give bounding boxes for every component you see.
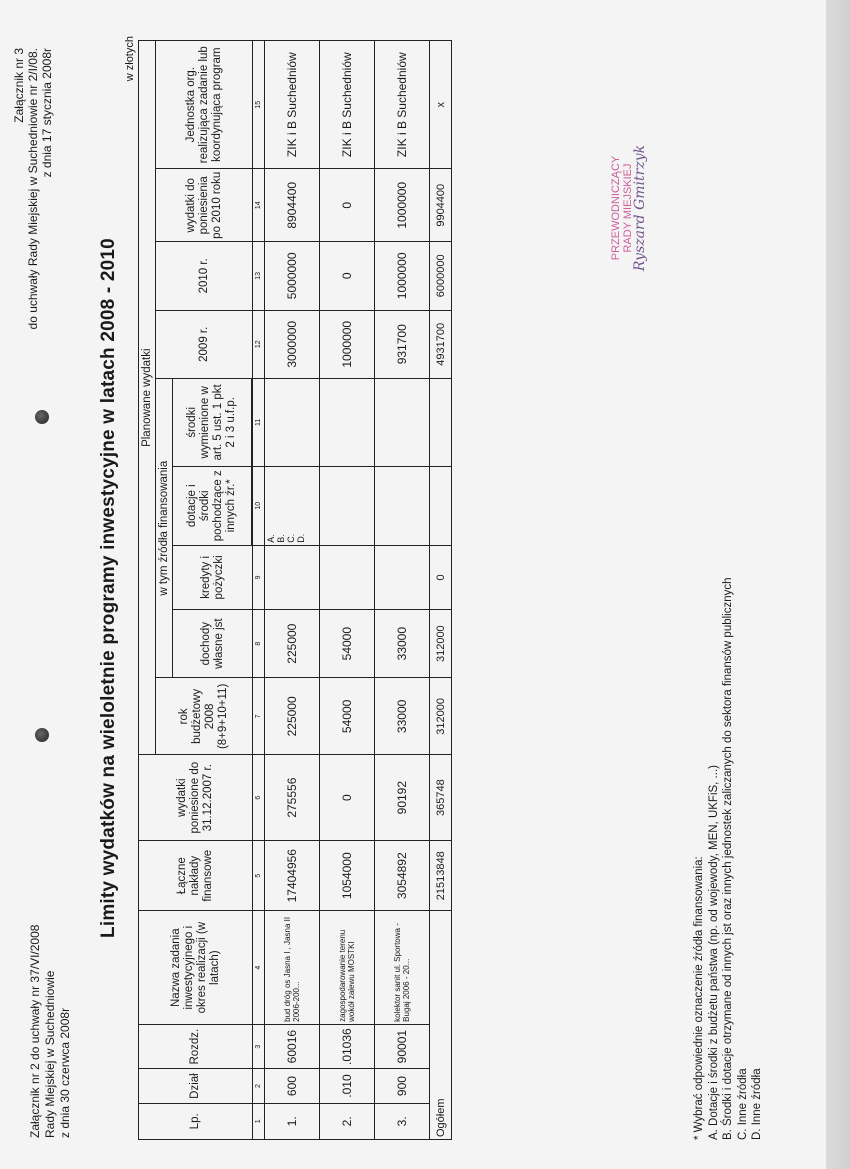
- cell-laczne: 3054892: [375, 840, 430, 911]
- column-number: 2: [253, 1069, 265, 1103]
- cell-dotacje: [320, 466, 375, 545]
- footnote-line: B. Środki i dotacje otrzymane od innych jst oraz innych jednostek zaliczanych do sektora finansów publicznych: [722, 577, 734, 1140]
- total-2010: 6000000: [430, 242, 452, 310]
- column-number: 4: [253, 911, 265, 1024]
- cell-rok: 225000: [265, 678, 320, 755]
- cell-po2010: 0: [320, 169, 375, 242]
- footnotes: [692, 577, 765, 1140]
- column-number: 11: [253, 378, 265, 466]
- total-po2010: 9904400: [430, 169, 452, 242]
- column-number: 12: [253, 310, 265, 378]
- column-number: 3: [253, 1024, 265, 1069]
- cell-dochody: 225000: [265, 609, 320, 677]
- cell-poniesione: 0: [320, 755, 375, 841]
- col-2009-header: 2009 r.: [156, 310, 253, 378]
- header-right-line: z dnia 17 stycznia 2008r: [40, 48, 54, 178]
- total-jednostka: x: [430, 41, 452, 169]
- cell-2009: 931700: [375, 310, 430, 378]
- cell-nazwa: bud dróg os Jasna I , Jasna II 2006-200...: [265, 911, 320, 1024]
- cell-dochody: 33000: [375, 609, 430, 677]
- planowane-header: Planowane wydatki: [139, 41, 156, 755]
- document-title: Limity wydatków na wieloletnie programy inwestycyjne w latach 2008 - 2010: [98, 238, 119, 938]
- source-letter: C.: [286, 533, 296, 543]
- cell-rok: 54000: [320, 678, 375, 755]
- cell-2010: 1000000: [375, 242, 430, 310]
- cell-kredyty: [265, 545, 320, 609]
- cell-jednostka: ZIK i B Suchedniów: [265, 41, 320, 169]
- total-srodki: [430, 378, 452, 466]
- total-rok: 312000: [430, 678, 452, 755]
- signature: Ryszard Gmitrzyk: [632, 144, 648, 272]
- source-letter: B.: [276, 534, 286, 543]
- cell-kredyty: [375, 545, 430, 609]
- cell-srodki: [375, 378, 430, 466]
- cell-kredyty: [320, 545, 375, 609]
- stamp-line: RADY MIEJSKIEJ: [622, 163, 634, 253]
- total-label: Ogółem: [430, 911, 452, 1140]
- column-number: 13: [253, 242, 265, 310]
- header-right: [12, 48, 54, 329]
- cell-poniesione: 275556: [265, 755, 320, 841]
- table-row: [320, 41, 375, 1140]
- col-poniesione-header: wydatki poniesione do 31.12.2007 r.: [139, 755, 253, 841]
- col-rok-header: rok budżetowy 2008 (8+9+10+11): [156, 678, 253, 755]
- footnote-line: * Wybrać odpowiednie oznaczenie źródła finansowania:: [693, 856, 705, 1140]
- cell-dzial: 600: [265, 1069, 320, 1103]
- total-poniesione: 365748: [430, 755, 452, 841]
- col-nazwa-header: Nazwa zadania inwestycyjnego i okres realizacji (w latach): [139, 911, 253, 1024]
- cell-srodki: [320, 378, 375, 466]
- column-number: 1: [253, 1103, 265, 1139]
- cell-po2010: 8904400: [265, 169, 320, 242]
- document-sheet: [10, 28, 800, 1148]
- cell-dotacje: [375, 466, 430, 545]
- column-number: 9: [253, 545, 265, 609]
- column-number: 6: [253, 755, 265, 841]
- cell-2009: 3000000: [265, 310, 320, 378]
- column-numbers-row: [253, 41, 265, 1140]
- cell-rozdz: .01036: [320, 1024, 375, 1069]
- cell-laczne: 1054000: [320, 840, 375, 911]
- col-dotacje-header: dotacje i środki pochodzące z innych źr.*: [173, 466, 252, 545]
- cell-lp: 2.: [320, 1103, 375, 1139]
- cell-rok: 33000: [375, 678, 430, 755]
- cell-po2010: 1000000: [375, 169, 430, 242]
- cell-2010: 5000000: [265, 242, 320, 310]
- cell-dzial: .010: [320, 1069, 375, 1103]
- cell-laczne: 17404956: [265, 840, 320, 911]
- source-letter: A.: [266, 534, 276, 543]
- header-row-1: [139, 41, 156, 1140]
- table-row: [265, 41, 320, 1140]
- col-srodki-header: środki wymienione w art. 5 ust. 1 pkt 2 i 3 u.f.p.: [173, 378, 252, 466]
- unit-label: w złotych: [124, 36, 136, 82]
- col-2010-header: 2010 r.: [156, 242, 253, 310]
- cell-nazwa: kolektor sanit ul. Sportowa - Bugaj 2006 - 20...: [375, 911, 430, 1024]
- stamp-line: PRZEWODNICZĄCY: [610, 155, 622, 261]
- official-stamp: [610, 128, 700, 288]
- header-left: [28, 925, 73, 1138]
- page-edge: [826, 0, 850, 1169]
- cell-jednostka: ZIK i B Suchedniów: [320, 41, 375, 169]
- footnote-line: D. Inne źródła: [751, 1068, 763, 1140]
- column-number: 8: [253, 609, 265, 677]
- cell-srodki: [265, 378, 320, 466]
- total-row: [430, 41, 452, 1140]
- w-tym-header: w tym źródła finansowania: [156, 378, 173, 677]
- total-laczne: 21513848: [430, 840, 452, 911]
- total-dochody: 312000: [430, 609, 452, 677]
- col-dochody-header: dochody własne jst: [173, 609, 253, 677]
- col-jednostka-header: Jednostka org. realizująca zadanie lub koordynująca program: [156, 41, 253, 169]
- footnote-line: A. Dotacje i środki z budżetu państwa (np. od wojewody, MEN, UKFiS, ...): [707, 765, 720, 1140]
- column-number: 5: [253, 840, 265, 911]
- cell-dotacje: [265, 466, 320, 545]
- column-number: 10: [253, 466, 265, 545]
- cell-dochody: 54000: [320, 609, 375, 677]
- source-letter: D.: [296, 533, 306, 543]
- cell-rozdz: 60016: [265, 1024, 320, 1069]
- cell-2010: 0: [320, 242, 375, 310]
- col-rozdz-header: Rozdz.: [139, 1024, 253, 1069]
- header-right-line: do uchwały Rady Miejskiej w Suchedniowie nr 2/I/08.: [26, 48, 40, 330]
- column-number: 15: [253, 41, 265, 169]
- total-kredyty: 0: [430, 545, 452, 609]
- cell-rozdz: 90001: [375, 1024, 430, 1069]
- cell-lp: 3.: [375, 1103, 430, 1139]
- col-laczne-header: Łączne nakłady finansowe: [139, 840, 253, 911]
- investment-limits-table: [138, 40, 452, 1140]
- cell-jednostka: ZIK i B Suchedniów: [375, 41, 430, 169]
- col-kredyty-header: kredyty i pożyczki: [173, 545, 253, 609]
- header-left-line: Załącznik nr 2 do uchwały nr 37/VI/2008: [28, 924, 42, 1138]
- total-dotacje: [430, 466, 452, 545]
- cell-nazwa: zagospodarowanie terenu wokół zalewu MOSTKI: [320, 911, 375, 1024]
- col-po2010-header: wydatki do poniesienia po 2010 roku: [156, 169, 253, 242]
- col-lp-header: Lp.: [139, 1103, 253, 1139]
- column-number: 7: [253, 678, 265, 755]
- header-right-line: Załącznik nr 3: [12, 48, 26, 123]
- cell-dzial: 900: [375, 1069, 430, 1103]
- column-number: 14: [253, 169, 265, 242]
- cell-lp: 1.: [265, 1103, 320, 1139]
- table-row: [375, 41, 430, 1140]
- cell-poniesione: 90192: [375, 755, 430, 841]
- header-left-line: Rady Miejskiej w Suchedniowie: [43, 970, 57, 1138]
- total-2009: 4931700: [430, 310, 452, 378]
- header-left-line: z dnia 30 czerwca 2008r: [58, 1007, 72, 1138]
- footnote-line: C. Inne źródła: [736, 1068, 749, 1140]
- cell-2009: 1000000: [320, 310, 375, 378]
- col-dzial-header: Dział: [139, 1069, 253, 1103]
